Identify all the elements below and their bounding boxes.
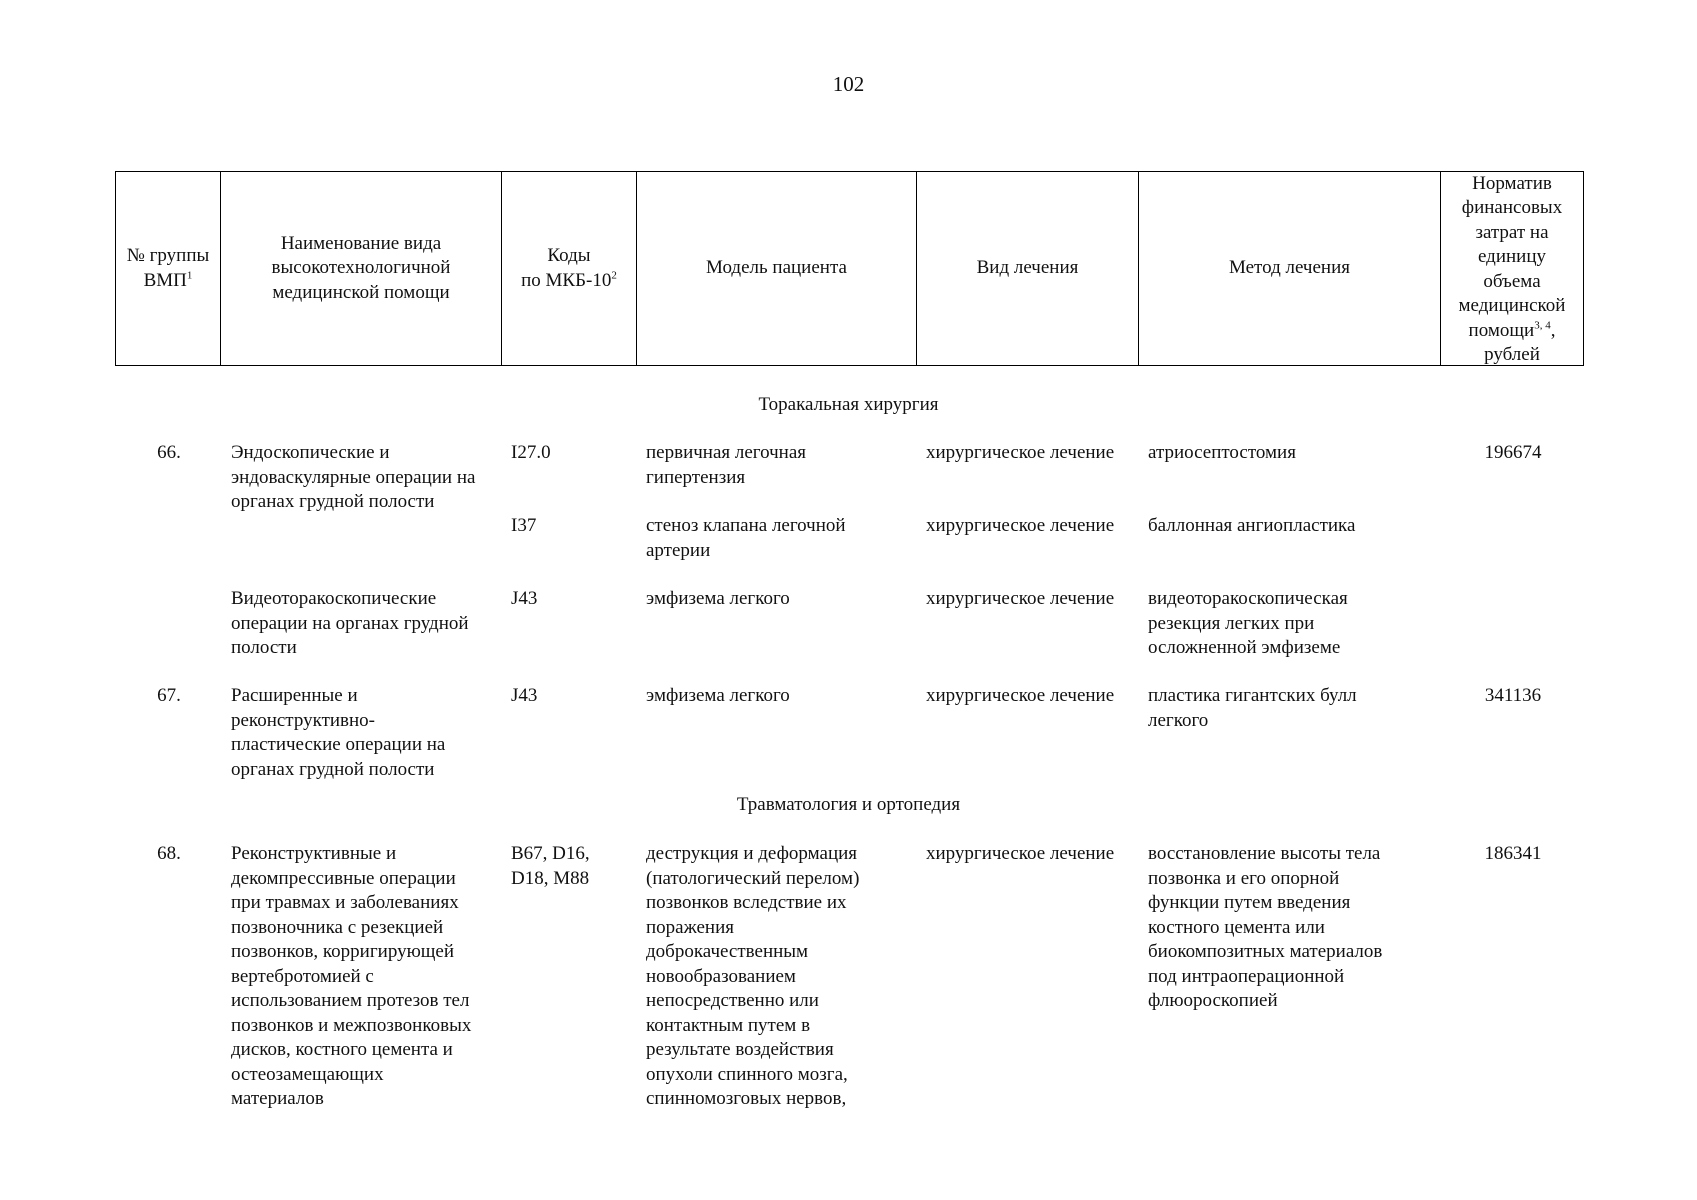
care-type-name: Расширенные и реконструктивно- пластические операции на органах грудной полости [231,685,446,780]
treatment-method: пластика гигантских булл легкого [1148,685,1357,731]
header-treatment-method: Метод лечения [1139,172,1441,365]
patient-model: эмфизема легкого [646,685,790,706]
treatment-method: видеоторакоскопическая резекция легких при осложненной эмфиземе [1148,588,1348,658]
care-type-name: Видеоторакоскопические операции на органах грудной полости [231,588,469,658]
patient-model: первичная легочная гипертензия [646,442,807,488]
row-number: 68. [157,843,181,864]
page-number: 102 [832,72,865,96]
treatment-method: восстановление высоты тела позвонка и его опорной функции путем введения костного цемента или биокомпозитных материалов под интраоперационной флюороскопией [1148,843,1383,1011]
icd-code: J43 [511,588,538,609]
icd-code: B67, D16, D18, M88 [511,843,590,889]
financial-norm: 341136 [1484,685,1542,706]
section-title-trauma: Травматология и ортопедия [736,794,961,815]
treatment-type: хирургическое лечение [926,588,1115,609]
row-number: 67. [157,685,181,706]
header-care-type-name: Наименование вида высокотехнологичной медицинской помощи [221,172,502,365]
treatment-type: хирургическое лечение [926,442,1115,463]
icd-code: I37 [511,515,537,536]
icd-code: I27.0 [511,442,551,463]
row-number: 66. [157,442,181,463]
header-financial-norm: Норматив финансовых затрат на единицу объема медицинской помощи$^{3, 4}$, рублей [1458,172,1566,365]
table-header [115,171,1584,366]
care-type-name: Эндоскопические и эндоваскулярные операции на органах грудной полости [231,442,476,512]
header-patient-model: Модель пациента [637,172,917,365]
treatment-type: хирургическое лечение [926,843,1115,864]
header-treatment-type: Вид лечения [917,172,1139,365]
financial-norm: 186341 [1484,843,1542,864]
header-icd-codes: Коды по МКБ-$10^2$ [502,172,637,365]
patient-model: стеноз клапана легочной артерии [646,515,846,561]
header-group-number: № группы ВМП$^1$ [116,172,221,365]
treatment-type: хирургическое лечение [926,685,1115,706]
treatment-method: атриосептостомия [1148,442,1296,463]
section-title-thoracic: Торакальная хирургия [758,394,939,415]
patient-model: эмфизема легкого [646,588,790,609]
financial-norm: 196674 [1484,442,1542,463]
patient-model: деструкция и деформация (патологический перелом) позвонков вследствие их поражения доброкачественным новообразованием непосредственно или контактным путем в результате воздействия опухоли спинного мозга, спинномозговых нервов, [646,843,860,1109]
care-type-name: Реконструктивные и декомпрессивные операции при травмах и заболеваниях позвоночника с резекцией позвонков, корригирующей вертебротомией с использованием протезов тел позвонков и межпозвонковых дисков, костного цемента и остеозамещающих материалов [231,843,472,1109]
icd-code: J43 [511,685,538,706]
treatment-type: хирургическое лечение [926,515,1115,536]
treatment-method: баллонная ангиопластика [1148,515,1356,536]
